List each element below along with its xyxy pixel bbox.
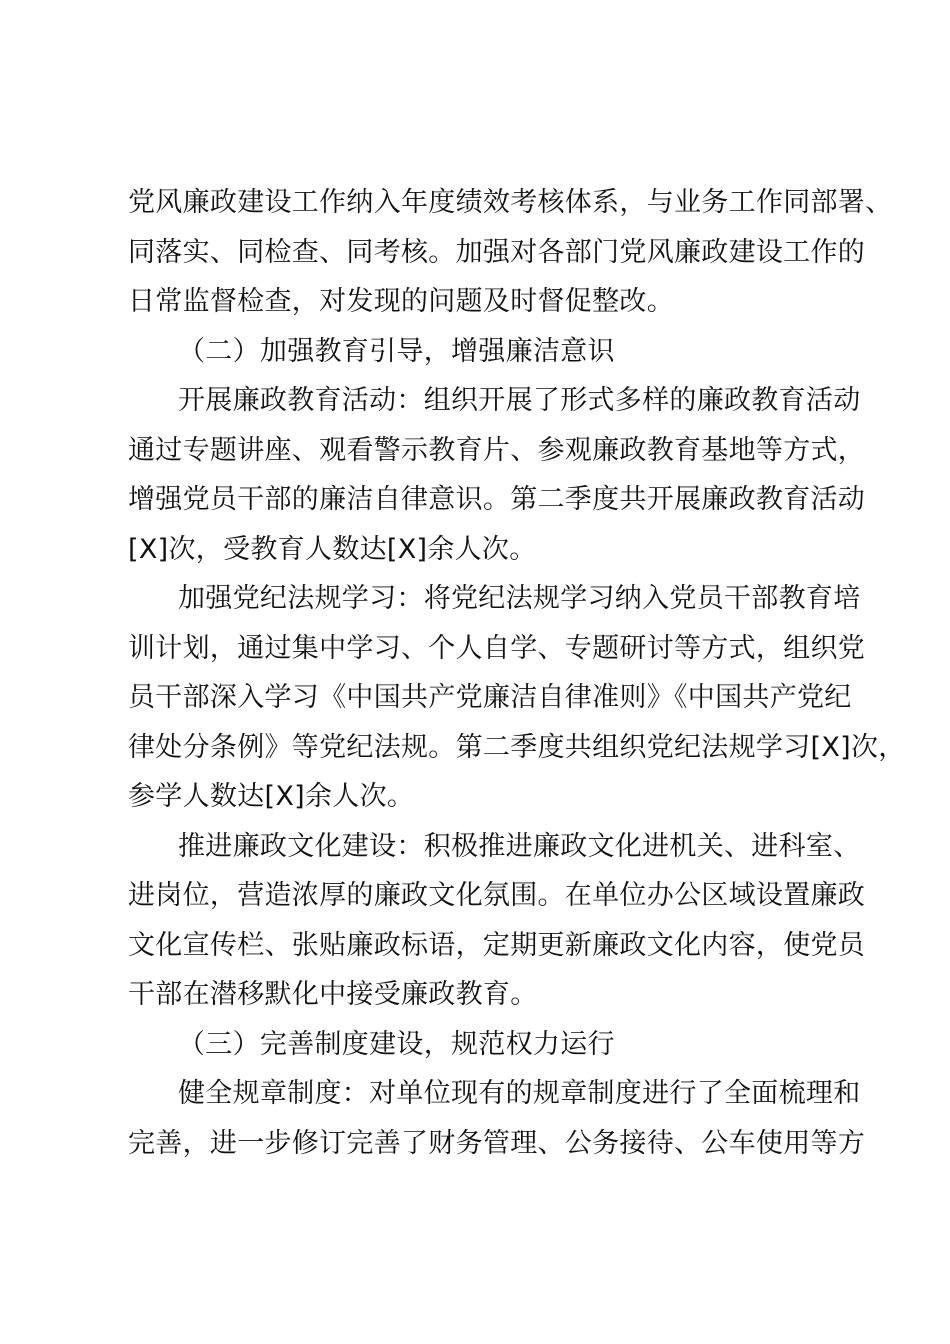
text-line: [X]次，受教育人数达[X]余人次。: [128, 533, 537, 565]
text-line: 员干部深入学习《中国共产党廉洁自律准则》《中国共产党纪: [128, 682, 852, 713]
section-heading: （二）加强教育引导，增强廉洁意识: [178, 335, 615, 367]
text-line: 文化宣传栏、张贴廉政标语，定期更新廉政文化内容，使党员: [128, 929, 866, 961]
text-line: 通过专题讲座、观看警示教育片、参观廉政教育基地等方式，: [128, 434, 866, 466]
text-line: 律处分条例》等党纪法规。第二季度共组织党纪法规学习[X]次，: [128, 731, 906, 763]
text-line: 党风廉政建设工作纳入年度绩效考核体系，与业务工作同部署、: [128, 187, 893, 218]
body-text: [128, 178, 906, 1168]
text-line: 日常监督检查，对发现的问题及时督促整改。: [128, 286, 674, 317]
text-line: 训计划，通过集中学习、个人自学、专题研讨等方式，组织党: [128, 632, 866, 664]
paragraph-start: 加强党纪法规学习：将党纪法规学习纳入党员干部教育培: [178, 583, 861, 614]
section-heading: （三）完善制度建设，规范权力运行: [178, 1028, 615, 1060]
text-line: 干部在潜移默化中接受廉政教育。: [128, 979, 538, 1010]
text-line: 进岗位，营造浓厚的廉政文化氛围。在单位办公区域设置廉政: [128, 880, 866, 911]
paragraph-start: 开展廉政教育活动：组织开展了形式多样的廉政教育活动: [178, 385, 861, 416]
text-line: 参学人数达[X]余人次。: [128, 781, 415, 812]
text-line: 同落实、同检查、同考核。加强对各部门党风廉政建设工作的: [128, 236, 866, 268]
paragraph-start: 推进廉政文化建设：积极推进廉政文化进机关、进科室、: [178, 830, 861, 862]
text-line: 增强党员干部的廉洁自律意识。第二季度共开展廉政教育活动: [128, 484, 866, 515]
text-line: 完善，进一步修订完善了财务管理、公务接待、公车使用等方: [128, 1127, 866, 1159]
paragraph-start: 健全规章制度：对单位现有的规章制度进行了全面梳理和: [178, 1078, 861, 1109]
